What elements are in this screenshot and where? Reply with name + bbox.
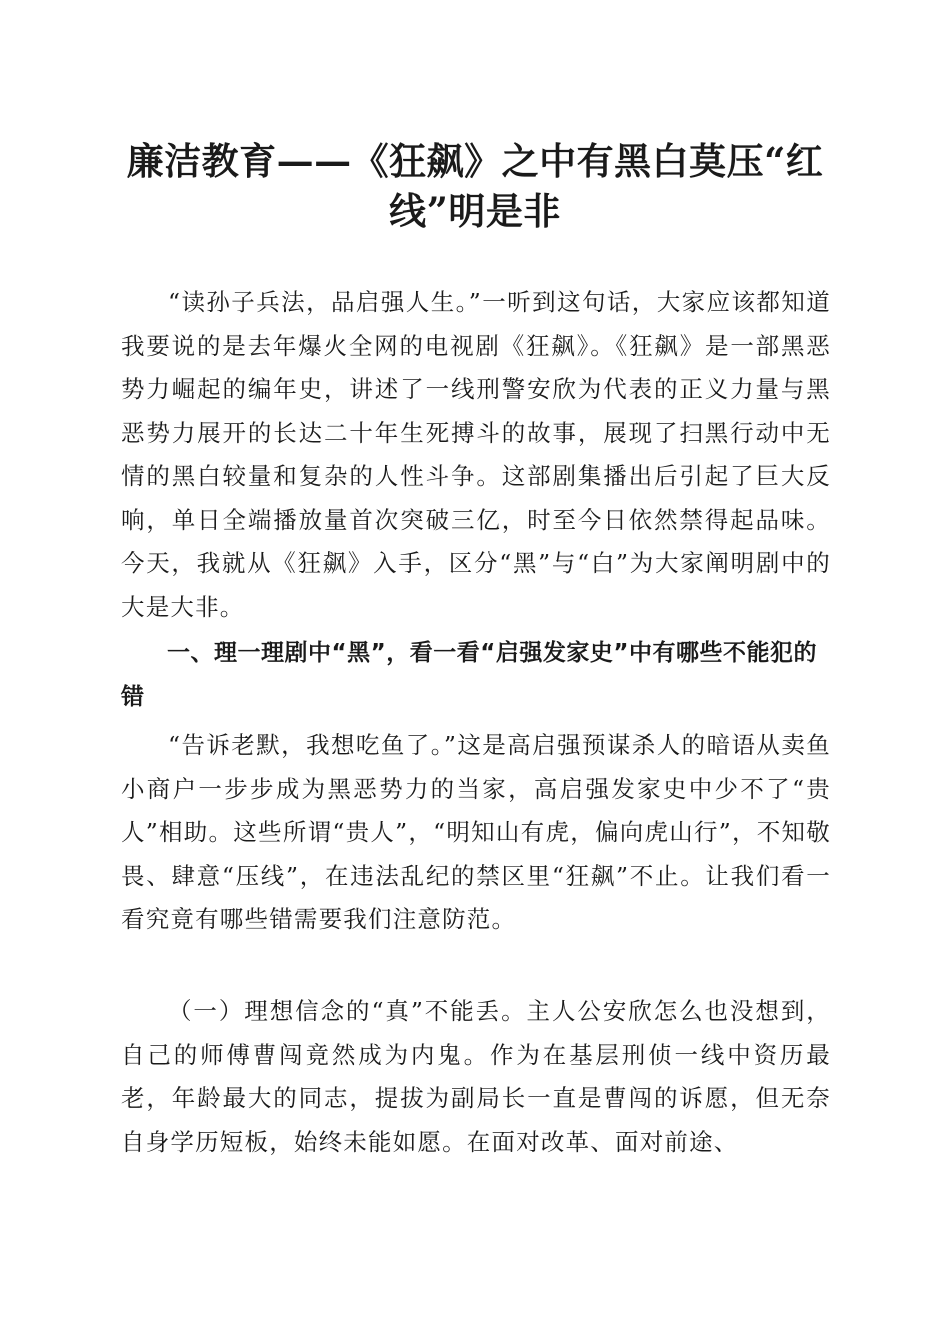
document-title: 廉洁教育——《狂飙》之中有黑白莫压“红线”明是非 — [126, 139, 824, 233]
section-heading: 一、理一理剧中“黑”，看一看“启强发家史”中有哪些不能犯的错 — [121, 640, 817, 710]
intro-paragraph: “读孙子兵法，品启强人生。”一听到这句话，大家应该都知道我要说的是去年爆火全网的电视剧《狂飙》。《狂飙》是一部黑恶势力崛起的编年史，讲述了一线刑警安欣为代表的正义力量与黑恶势力展开的长达二十年生死搏斗的故事，展现了扫黑行动中无情的黑白较量和复杂的人性斗争。这部剧集播出后引起了巨大反响，单日全端播放量首次突破三亿，时至今日依然禁得起品味。今天，我就从《狂飙》入手，区分“黑”与“白”为大家阐明剧中的大是大非。 — [121, 288, 831, 621]
section-paragraph: “告诉老默，我想吃鱼了。”这是高启强预谋杀人的暗语从卖鱼小商户一步步成为黑恶势力的当家，高启强发家史中少不了“贵人”相助。这些所谓“贵人”，“明知山有虎，偏向虎山行”，不知敬畏、肆意“压线”，在违法乱纪的禁区里“狂飙”不止。让我们看一看究竟有哪些错需要我们注意防范。 — [121, 731, 831, 933]
subsection-paragraph: （一）理想信念的“真”不能丢。主人公安欣怎么也没想到，自己的师傅曹闯竟然成为内鬼。作为在基层刑侦一线中资历最老，年龄最大的同志，提拔为副局长一直是曹闯的诉愿，但无奈自身学历短板，始终未能如愿。在面对改革、面对前途、 — [121, 997, 831, 1156]
